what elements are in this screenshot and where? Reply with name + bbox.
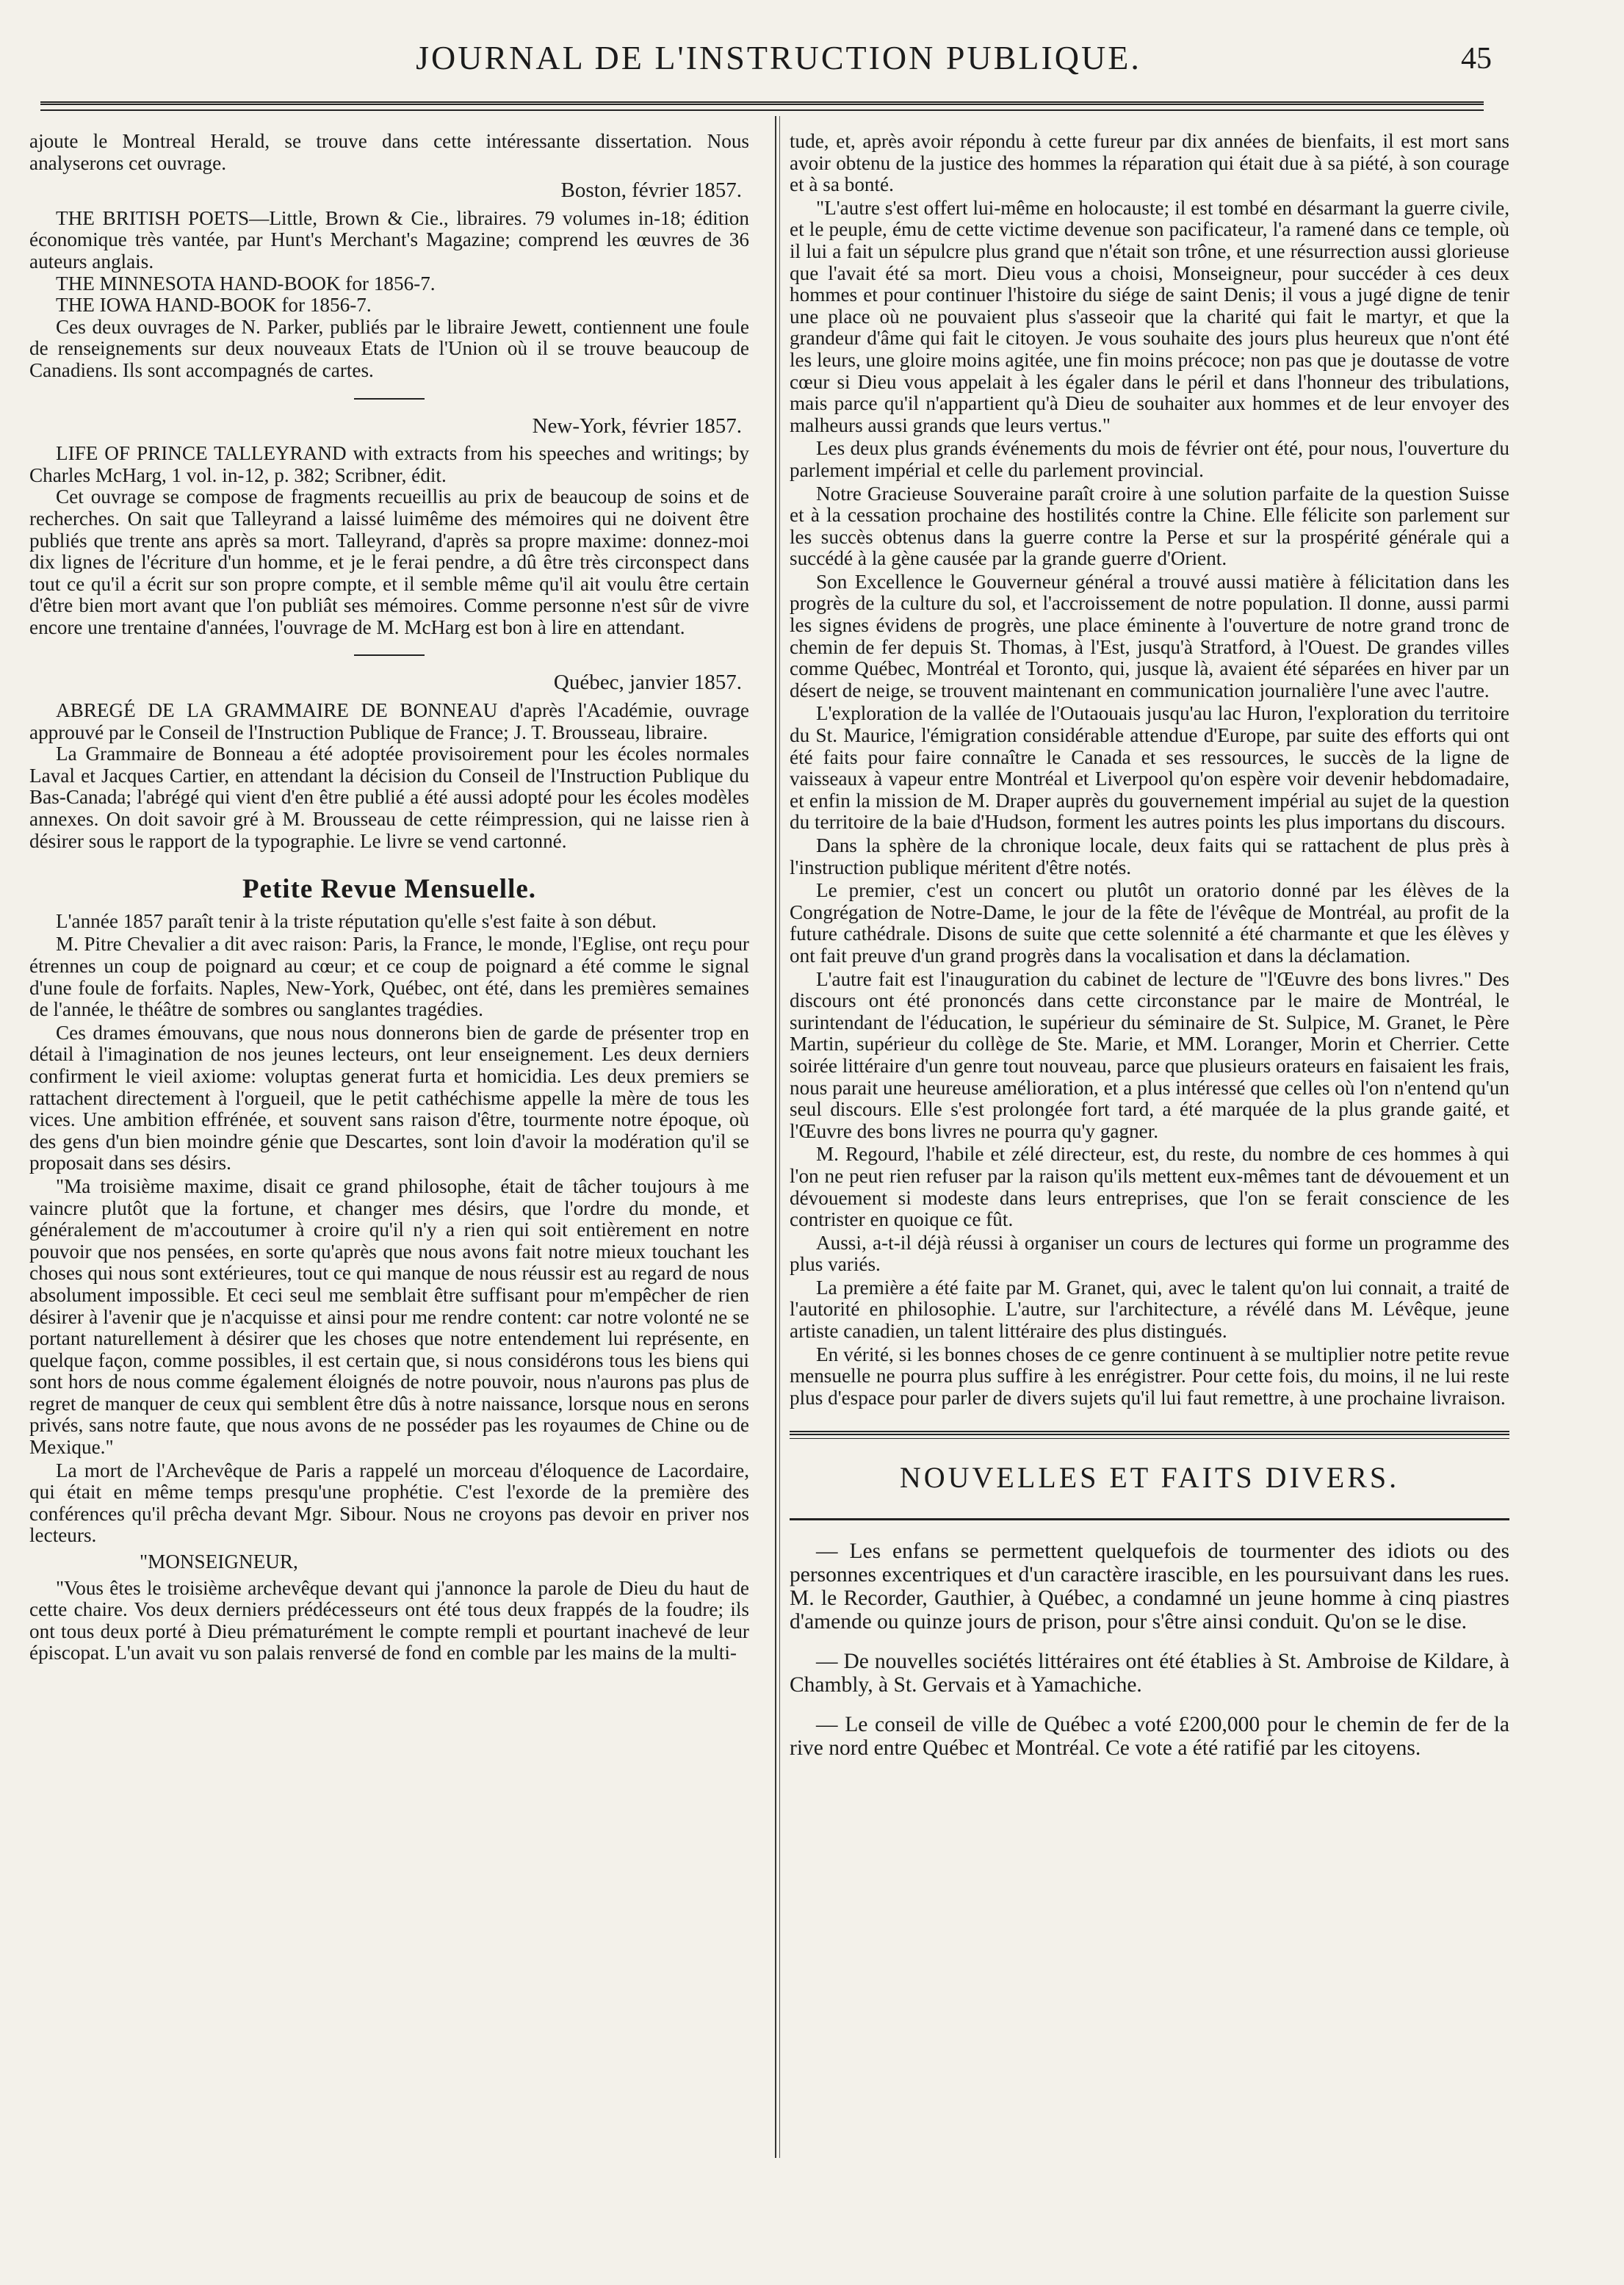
dateline-boston: Boston, février 1857. <box>560 178 742 203</box>
paragraph: L'autre fait est l'inauguration du cabinet de lecture de "l'Œuvre des bons livres." Des discours ont été prononcés dans cette circonstance par le maire de Montréal, le surintendant de l'éducation, le supérieur du séminaire de St. Sulpice, M. Granet, le Père Martin, supérieur du collège de Ste. Marie, et MM. Loranger, Morin et Cherrier. Cette soirée littéraire d'un genre tout nouveau, parce que plusieurs orateurs en faisaient les frais, nous parait une heureuse amélioration, et a plus intéressé que celles où l'on n'entend qu'un seul discours. Elle s'est prolongée fort tard, a été marquée de la plus grande gaité, et l'Œuvre des bons livres ne pourra qu'y gagner. <box>790 967 1509 1142</box>
paragraph: Les deux plus grands événements du mois de février ont été, pour nous, l'ouverture du parlement impérial et celle du parlement provincial. <box>790 437 1509 481</box>
dateline-newyork: New-York, février 1857. <box>532 414 742 438</box>
separator <box>354 398 425 400</box>
paragraph: La première a été faite par M. Granet, qui, avec le talent qu'on lui connait, a traité de l'autorité en philosophie. L'autre, sur l'architecture, a révélé dans M. Lévêque, jeune artiste canadien, un talent littéraire des plus distingués. <box>790 1276 1509 1343</box>
section-title-nouvelles: NOUVELLES ET FAITS DIVERS. <box>899 1461 1400 1495</box>
header-rule <box>40 101 1484 111</box>
paragraph: tude, et, après avoir répondu à cette fureur par dix années de bienfaits, il est mort sans avoir obtenu de la justice des hommes la réparation qui était due à sa piété, à son courage et à sa bonté. <box>790 130 1509 196</box>
book-entry-minnesota: THE MINNESOTA HAND-BOOK for 1856-7. <box>56 272 436 295</box>
paragraph: ajoute le Montreal Herald, se trouve dans cette intéressante dissertation. Nous analyserons cet ouvrage. <box>29 130 749 174</box>
paragraph: La mort de l'Archevêque de Paris a rappelé un morceau d'éloquence de Lacordaire, qui était en même temps presqu'une prophétie. C'est l'exorde de la première des conférences qu'il prêcha devant Mgr. Sibour. Nous ne croyons pas devoir en priver nos lecteurs. <box>29 1459 749 1547</box>
paragraph: Son Excellence le Gouverneur général a trouvé aussi matière à félicitation dans les progrès de la culture du sol, et l'accroissement de notre population. Il donne, aussi parmi les signes évidens de progrès, une place éminente à l'ouverture de notre grand tronc de chemin de fer depuis St. Thomas, à l'Est, jusqu'à Stratford, à l'Ouest. De grandes villes comme Québec, Montréal et Toronto, qui, jusque là, avaient été séparées en hiver par un désert de neige, se trouvent maintenant en communication journalière l'une avec l'autre. <box>790 570 1509 701</box>
news-list <box>790 1539 1509 1760</box>
paragraph: L'exploration de la vallée de l'Outaouais jusqu'au lac Huron, l'exploration du territoire du St. Maurice, l'émigration considérable attendue d'Europe, par suite des efforts qui ont été faits pour faire connaître le Canada et ses ressources, le succès de la ligne de vaisseaux à vapeur entre Montréal et Liverpool qu'on espère voir devenir hebdomadaire, et enfin la mission de M. Draper auprès du gouvernement impérial au sujet de la question du territoire de la baie d'Hudson, forment les autres points les plus importans du discours. <box>790 702 1509 834</box>
book-entry-talleyrand: LIFE OF PRINCE TALLEYRAND with extracts from his speeches and writings; by Charles McHarg, 1 vol. in-12, p. 382; Scribner, édit. <box>29 442 749 486</box>
dateline-quebec: Québec, janvier 1857. <box>553 671 742 695</box>
news-item: — De nouvelles sociétés littéraires ont été établies à St. Ambroise de Kildare, à Chambly, à St. Gervais et à Yamachiche. <box>790 1650 1509 1697</box>
journal-title: JOURNAL DE L'INSTRUCTION PUBLIQUE. <box>416 39 1141 76</box>
separator <box>354 654 425 656</box>
paragraph: Dans la sphère de la chronique locale, deux faits qui se rattachent de plus près à l'instruction publique méritent d'être notés. <box>790 834 1509 878</box>
news-item: — Le conseil de ville de Québec a voté £200,000 pour le chemin de fer de la rive nord entre Québec et Montréal. Ce vote a été ratifié par les citoyens. <box>790 1713 1509 1761</box>
section-rule <box>790 1518 1509 1520</box>
quotation: "L'autre s'est offert lui-même en holocauste; il est tombé en désarmant la guerre civile, et le peuple, ému de cette victime devenue son pacificateur, l'a ramené dans ce temple, où il lui a fait un sépulcre plus grand que n'était son trône, et une résurrection aussi glorieuse que l'avait été sa mort. Dieu vous a choisi, Monseigneur, pour succéder à ces deux hommes et pour continuer l'histoire du siége de saint Denis; il vous a jugé digne de tenir une place où ne pouvaient plus s'asseoir que la charité qui fait le martyr, et que la grandeur d'âme qui fait le citoyen. Je vous souhaite des jours plus heureux que n'ont été les leurs, une gloire moins agitée, une fin moins précoce; non pas que je doutasse de votre cœur si Dieu vous appelait à les égaler dans le péril et dans l'honneur des tribulations, mais parce qu'il n'appartient qu'à Dieu de souhaiter aux hommes et de leur envoyer des malheurs aussi grands que leurs vertus." <box>790 196 1509 436</box>
section-rule <box>790 1431 1509 1439</box>
paragraph: Aussi, a-t-il déjà réussi à organiser un cours de lectures qui forme un programme des plus variés. <box>790 1231 1509 1276</box>
quotation: "Vous êtes le troisième archevêque devant qui j'annonce la parole de Dieu du haut de cette chaire. Vos deux derniers prédécesseurs ont été tous deux frappés de la foudre; ils ont tous deux porté à Dieu prématurément le compte rempli et pourtant inachevé de leur épiscopat. L'un avait vu son palais renversé de fond en comble par les mains de la multi- <box>29 1576 749 1664</box>
paragraph: Le premier, c'est un concert ou plutôt un oratorio donné par les élèves de la Congrégation de Notre-Dame, le jour de la fête de l'évêque de Montréal, au profit de la future cathédrale. Disons de suite que cette solennité a été charmante et que les élèves y ont fait preuve d'un grand progrès dans la vocalisation et dans la déclamation. <box>790 879 1509 967</box>
paragraph: Ces deux ouvrages de N. Parker, publiés par le libraire Jewett, contiennent une foule de renseignements sur deux nouveaux Etats de l'Union où il se trouve beaucoup de Canadiens. Ils sont accompagnés de cartes. <box>29 315 749 381</box>
quotation: "Ma troisième maxime, disait ce grand philosophe, était de tâcher toujours à me vaincre plutôt que la fortune, et changer mes désirs, que l'ordre du monde, et généralement de m'accoutumer à croire qu'il n'y a rien qui soit entièrement en notre pouvoir que nos pensées, en sorte qu'après que nous avons fait notre mieux touchant les choses qui nous sont extérieures, tout ce qui manque de nous réussir est au regard de nous absolument impossible. Et ceci seul me semblait être suffisant pour m'empêcher de rien désirer à l'avenir que je n'acquisse et ainsi pour me rendre content: car notre volonté ne se portant naturellement à désirer que les choses que notre entendement lui représente, en quelque façon, comme possibles, il est certain que, si nous considérons tous les biens qui sont hors de nous comme également éloignés de notre pouvoir, nous n'aurons pas plus de regret de manquer de ceux qui semblent être dûs à notre naissance, lorsque nous en serons privés, sans notre faute, que nous avons de ne posséder pas les royaumes de Chine ou de Mexique." <box>29 1174 749 1459</box>
book-entry-bonneau: ABREGÉ DE LA GRAMMAIRE DE BONNEAU d'après l'Académie, ouvrage approuvé par le Conseil de l'Instruction Publique de France; J. T. Brousseau, libraire. <box>29 699 749 743</box>
news-item: — Les enfans se permettent quelquefois de tourmenter des idiots ou des personnes excentriques et d'un caractère irascible, en les poursuivant dans les rues. M. le Recorder, Gauthier, à Québec, a condamné un jeune homme à cinq piastres d'amende ou quinze jours de prison, pour s'être ainsi conduit. Qu'on se le dise. <box>790 1539 1509 1634</box>
paragraph: M. Pitre Chevalier a dit avec raison: Paris, la France, le monde, l'Eglise, ont reçu pour étrennes un coup de poignard au cœur; et ce coup de poignard a été comme le signal d'une foule de forfaits. Naples, New-York, Québec, ont été, dans les premières semaines de l'année, le théâtre de sombres ou sanglantes tragédies. <box>29 933 749 1021</box>
paragraph: En vérité, si les bonnes choses de ce genre continuent à se multiplier notre petite revue mensuelle ne pourra plus suffire à les enrégistrer. Pour cette fois, du moins, il ne lui reste plus d'espace pour parler de divers sujets qu'il lui faut remettre, à une prochaine livraison. <box>790 1343 1509 1409</box>
paragraph: Cet ouvrage se compose de fragments recueillis au prix de beaucoup de soins et de recherches. On sait que Talleyrand a laissé luimême des mémoires qui ne doivent être publiés que trente ans après sa mort. Talleyrand, d'après sa propre maxime: donnez-moi dix lignes de l'écriture d'un homme, et je le ferai pendre, a dû être très circonspect dans tout ce qu'il a écrit sur son propre compte, et il semble même qu'il ait voulu être certain d'être bien mort avant que l'on publiât ses mémoires. Comme personne n'est sûr de vivre encore une trentaine d'années, l'ouvrage de M. McHarg est bon à lire en attendant. <box>29 485 749 638</box>
book-entry-iowa: THE IOWA HAND-BOOK for 1856-7. <box>56 294 372 317</box>
paragraph: Ces drames émouvans, que nous nous donnerons bien de garde de présenter trop en détail à l'imagination de nos jeunes lecteurs, ont leur enseignement. Les deux derniers confirment le vieil axiome: voluptas generat furta et homicidia. Les deux premiers se rattachent directement à l'orgueil, que le petit cathéchisme appelle la mère de tous les vices. Une ambition effrénée, et souvent sans raison d'être, tourmente notre époque, où des gens d'un bien moindre génie que Descartes, sont loin d'avoir la modération qu'il se proposait dans ses désirs. <box>29 1021 749 1174</box>
right-column <box>790 131 1509 1776</box>
paragraph: Notre Gracieuse Souveraine paraît croire à une solution parfaite de la question Suisse et à la cessation prochaine des hostilités contre la Chine. Elle félicite son parlement sur les succès obtenus dans la guerre contre la Perse et sur la prospérité générale qui a succédé à la gène causée par la grande guerre d'Orient. <box>790 482 1509 570</box>
column-divider <box>775 116 780 2158</box>
paragraph: L'année 1857 paraît tenir à la triste réputation qu'elle s'est faite à son début. <box>56 909 657 932</box>
page-number: 45 <box>1461 42 1492 76</box>
book-entry-british-poets: THE BRITISH POETS—Little, Brown & Cie., libraires. 79 volumes in-18; édition économique très vantée, par Hunt's Merchant's Magazine; comprend les œuvres de 36 auteurs anglais. <box>29 206 749 272</box>
running-head <box>0 38 1624 90</box>
salutation: "MONSEIGNEUR, <box>140 1551 298 1573</box>
left-column <box>29 131 749 1666</box>
paragraph: M. Regourd, l'habile et zélé directeur, est, du reste, du nombre de ces hommes à qui l'on ne peut rien refuser par la raison qu'ils mettent eux-mêmes tant de dévouement et un dévouement si modeste dans leurs entreprises, que l'on se ferait conscience de les contrister en quoique ce fût. <box>790 1143 1509 1231</box>
paragraph: La Grammaire de Bonneau a été adoptée provisoirement pour les écoles normales Laval et Jacques Cartier, en attendant la décision du Conseil de l'Instruction Publique du Bas-Canada; l'abrégé qui vient d'en être publié a été aussi adopté pour les écoles modèles annexes. On doit savoir gré à M. Brousseau de cette réimpression, qui ne laisse rien à désirer sous le rapport de la typographie. Le livre se vend cartonné. <box>29 743 749 852</box>
section-title-revue: Petite Revue Mensuelle. <box>242 874 537 905</box>
